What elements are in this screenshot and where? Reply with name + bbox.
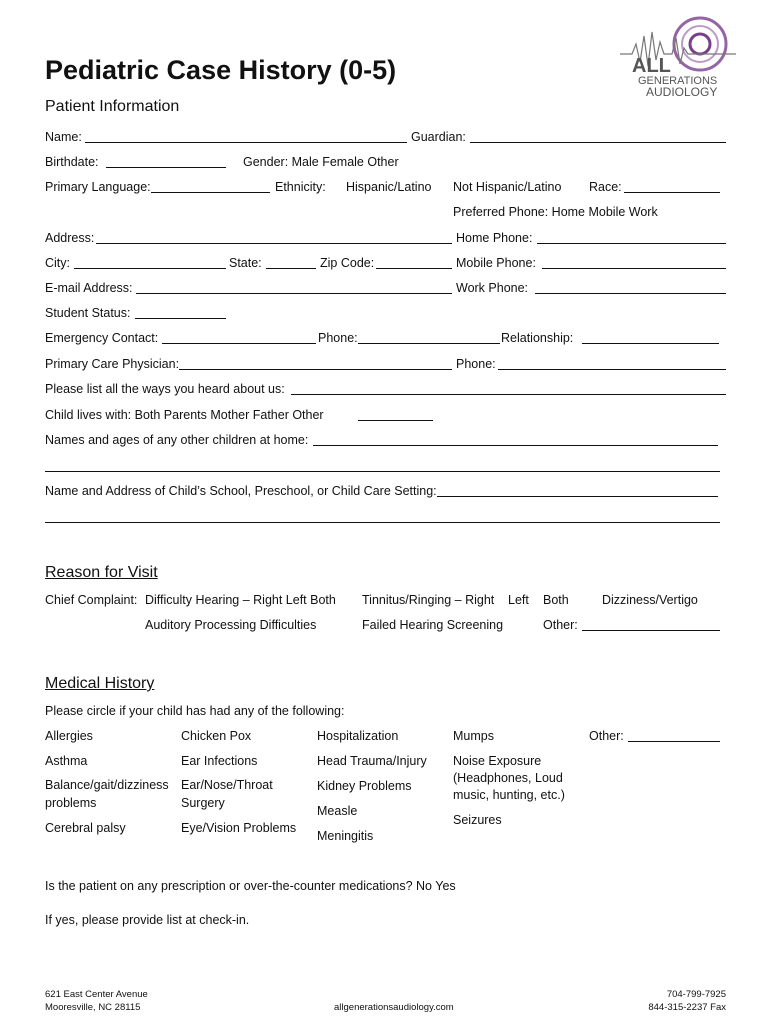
medical-other-label: Other: bbox=[589, 729, 624, 743]
logo-line3: AUDIOLOGY bbox=[646, 85, 718, 99]
guardian-label: Guardian: bbox=[411, 130, 466, 144]
student-status-label: Student Status: bbox=[45, 306, 131, 320]
emergency-phone-label: Phone: bbox=[318, 331, 358, 345]
chief-complaint-label: Chief Complaint: bbox=[45, 593, 138, 607]
condition-noise-exposure-2[interactable]: (Headphones, Loud bbox=[453, 771, 563, 785]
condition-allergies[interactable]: Allergies bbox=[45, 729, 93, 743]
guardian-line[interactable] bbox=[470, 142, 726, 143]
page-title: Pediatric Case History (0-5) bbox=[45, 55, 397, 85]
reason-tinnitus[interactable]: Tinnitus/Ringing – Right bbox=[362, 593, 495, 607]
condition-measle[interactable]: Measle bbox=[317, 804, 358, 818]
condition-ent-surgery-2[interactable]: Surgery bbox=[181, 796, 225, 810]
footer-phone: 704-799-7925 bbox=[666, 989, 726, 1000]
city-line[interactable] bbox=[74, 268, 226, 269]
home-phone-line[interactable] bbox=[537, 243, 726, 244]
condition-balance[interactable]: Balance/gait/dizziness bbox=[45, 778, 169, 792]
mobile-phone-label: Mobile Phone: bbox=[456, 256, 536, 270]
condition-ear-infections[interactable]: Ear Infections bbox=[181, 754, 258, 768]
section-patient-heading: Patient Information bbox=[45, 98, 180, 115]
ethnicity-not-hispanic[interactable]: Not Hispanic/Latino bbox=[453, 180, 562, 194]
reason-difficulty-hearing[interactable]: Difficulty Hearing – Right Left Both bbox=[145, 593, 336, 607]
condition-mumps[interactable]: Mumps bbox=[453, 729, 494, 743]
footer-fax: 844-315-2237 Fax bbox=[648, 1002, 726, 1013]
school-label: Name and Address of Child’s School, Preschool, or Child Care Setting: bbox=[45, 484, 437, 498]
reason-tinnitus-left[interactable]: Left bbox=[508, 593, 529, 607]
zip-label: Zip Code: bbox=[320, 256, 375, 270]
pcp-phone-line[interactable] bbox=[498, 369, 726, 370]
race-label: Race: bbox=[589, 180, 622, 194]
name-label: Name: bbox=[45, 130, 82, 144]
condition-meningitis[interactable]: Meningitis bbox=[317, 829, 374, 843]
school-line-2[interactable] bbox=[45, 522, 720, 523]
pcp-phone-label: Phone: bbox=[456, 357, 496, 371]
condition-noise-exposure-3[interactable]: music, hunting, etc.) bbox=[453, 788, 565, 802]
logo-line2: GENERATIONS bbox=[638, 75, 718, 87]
zip-line[interactable] bbox=[376, 268, 452, 269]
ethnicity-hispanic[interactable]: Hispanic/Latino bbox=[346, 180, 432, 194]
state-label: State: bbox=[229, 256, 262, 270]
heard-about-line[interactable] bbox=[291, 394, 726, 395]
lives-with-other-line[interactable] bbox=[358, 420, 433, 421]
relationship-label: Relationship: bbox=[501, 331, 574, 345]
condition-ent-surgery[interactable]: Ear/Nose/Throat bbox=[181, 778, 273, 792]
student-status-line[interactable] bbox=[135, 318, 226, 319]
condition-kidney[interactable]: Kidney Problems bbox=[317, 779, 412, 793]
condition-seizures[interactable]: Seizures bbox=[453, 813, 502, 827]
condition-asthma[interactable]: Asthma bbox=[45, 754, 88, 768]
birthdate-label: Birthdate: bbox=[45, 155, 99, 169]
condition-eye-vision[interactable]: Eye/Vision Problems bbox=[181, 821, 297, 835]
reason-other-line[interactable] bbox=[582, 630, 720, 631]
preferred-phone-options[interactable]: Preferred Phone: Home Mobile Work bbox=[453, 205, 658, 219]
condition-chicken-pox[interactable]: Chicken Pox bbox=[181, 729, 252, 743]
condition-noise-exposure[interactable]: Noise Exposure bbox=[453, 754, 542, 768]
logo bbox=[618, 14, 738, 100]
mobile-phone-line[interactable] bbox=[542, 268, 726, 269]
heard-about-label: Please list all the ways you heard about us: bbox=[45, 382, 285, 396]
relationship-line[interactable] bbox=[582, 343, 719, 344]
email-line[interactable] bbox=[136, 293, 452, 294]
pcp-line[interactable] bbox=[179, 369, 452, 370]
address-label: Address: bbox=[45, 231, 95, 245]
emergency-phone-line[interactable] bbox=[358, 343, 500, 344]
school-line-1[interactable] bbox=[437, 496, 718, 497]
other-children-line-2[interactable] bbox=[45, 471, 720, 472]
reason-tinnitus-both[interactable]: Both bbox=[543, 593, 569, 607]
name-line[interactable] bbox=[85, 142, 407, 143]
race-line[interactable] bbox=[624, 192, 720, 193]
ethnicity-label: Ethnicity: bbox=[275, 180, 326, 194]
footer-website[interactable]: allgenerationsaudiology.com bbox=[334, 1002, 454, 1013]
section-reason-heading: Reason for Visit bbox=[45, 564, 158, 581]
footer-address-1: 621 East Center Avenue bbox=[45, 989, 148, 1000]
logo-line1: ALL bbox=[632, 55, 671, 77]
medical-other-line[interactable] bbox=[628, 741, 720, 742]
medications-note: If yes, please provide list at check-in. bbox=[45, 913, 250, 927]
other-children-line-1[interactable] bbox=[313, 445, 718, 446]
other-children-label: Names and ages of any other children at home: bbox=[45, 433, 309, 447]
pcp-label: Primary Care Physician: bbox=[45, 357, 180, 371]
reason-other-label: Other: bbox=[543, 618, 578, 632]
primary-language-label: Primary Language: bbox=[45, 180, 151, 194]
reason-failed-screening[interactable]: Failed Hearing Screening bbox=[362, 618, 504, 632]
address-line[interactable] bbox=[96, 243, 452, 244]
state-line[interactable] bbox=[266, 268, 316, 269]
work-phone-line[interactable] bbox=[535, 293, 726, 294]
reason-apd[interactable]: Auditory Processing Difficulties bbox=[145, 618, 317, 632]
city-label: City: bbox=[45, 256, 70, 270]
condition-balance-2[interactable]: problems bbox=[45, 796, 97, 810]
emergency-contact-line[interactable] bbox=[162, 343, 316, 344]
primary-language-line[interactable] bbox=[151, 192, 270, 193]
emergency-contact-label: Emergency Contact: bbox=[45, 331, 159, 345]
birthdate-line[interactable] bbox=[106, 167, 226, 168]
medications-question[interactable]: Is the patient on any prescription or over-the-counter medications? No Yes bbox=[45, 879, 456, 893]
lives-with-options[interactable]: Child lives with: Both Parents Mother Father Other bbox=[45, 408, 324, 422]
medical-instruction: Please circle if your child has had any of the following: bbox=[45, 704, 345, 718]
condition-cerebral-palsy[interactable]: Cerebral palsy bbox=[45, 821, 126, 835]
email-label: E-mail Address: bbox=[45, 281, 133, 295]
gender-options[interactable]: Gender: Male Female Other bbox=[243, 155, 399, 169]
footer-address-2: Mooresville, NC 28115 bbox=[45, 1002, 141, 1013]
reason-dizziness[interactable]: Dizziness/Vertigo bbox=[602, 593, 698, 607]
condition-head-trauma[interactable]: Head Trauma/Injury bbox=[317, 754, 427, 768]
condition-hospitalization[interactable]: Hospitalization bbox=[317, 729, 399, 743]
section-medical-heading: Medical History bbox=[45, 675, 155, 692]
work-phone-label: Work Phone: bbox=[456, 281, 529, 295]
home-phone-label: Home Phone: bbox=[456, 231, 533, 245]
